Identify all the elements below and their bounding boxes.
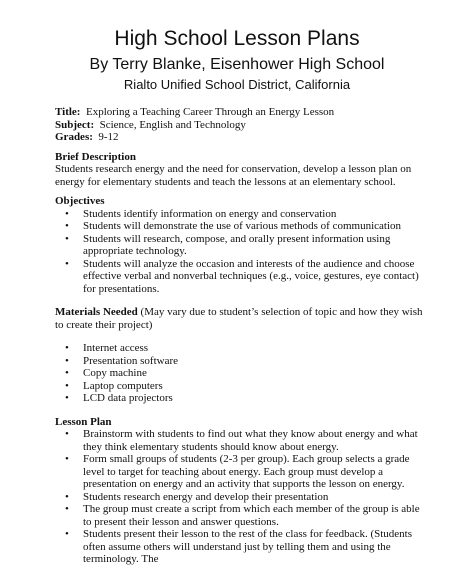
bullet-icon: • xyxy=(65,342,69,354)
list-item: • Laptop computers xyxy=(65,379,163,392)
materials-note: (May vary due to student’s selection of topic and how they wish to create their project) xyxy=(55,306,423,331)
meta-title-value: Exploring a Teaching Career Through an Energy Lesson xyxy=(85,106,335,118)
document-district: Rialto Unified School District, California xyxy=(123,77,351,92)
bullet-icon: • xyxy=(65,453,69,465)
bullet-icon: • xyxy=(65,490,69,503)
meta-grades-value: 9-12 xyxy=(98,131,119,143)
list-item: • Students will analyze the occasion and interests of the audience and choose effective verbal and nonverbal techniques (e.g., voice, gestures, eye contact) for presentations. xyxy=(65,257,419,295)
list-item: • Students research energy and develop their presentation xyxy=(65,490,329,503)
bullet-icon: • xyxy=(65,220,69,232)
bullet-icon: • xyxy=(65,207,69,220)
bullet-icon: • xyxy=(65,528,69,540)
list-item: • Students will demonstrate the use of various methods of communication xyxy=(65,220,402,232)
materials-line xyxy=(55,306,427,331)
brief-heading: Brief Description xyxy=(55,150,136,163)
list-item: • Copy machine xyxy=(65,367,147,379)
list-item: • Brainstorm with students to find out what they know about energy and what they think elementary students should know about energy. xyxy=(65,428,418,453)
bullet-icon: • xyxy=(65,354,69,367)
bullet-icon: • xyxy=(65,367,69,379)
meta-title-label: Title: xyxy=(55,106,81,118)
list-item: • Presentation software xyxy=(65,354,178,367)
list-item: • Form small groups of students (2-3 per group). Each group selects a grade level to target for teaching about energy. Each group must develop a presentation on energy and an activity that supports the lesson on energy. xyxy=(65,453,410,490)
meta-subject-value: Science, English and Technology xyxy=(99,118,246,131)
list-item: • The group must create a script from which each member of the group is able to present their lesson and answer questions. xyxy=(65,503,420,528)
bullet-icon: • xyxy=(65,232,69,245)
bullet-icon: • xyxy=(65,379,69,392)
bullet-icon: • xyxy=(65,392,69,404)
list-item: • Students will research, compose, and orally present information using appropriate technology. xyxy=(65,232,391,257)
document-body xyxy=(55,106,427,566)
meta-subject-line xyxy=(55,119,427,132)
objectives-list xyxy=(55,208,427,296)
document-author: By Terry Blanke, Eisenhower High School xyxy=(89,56,385,73)
list-item: • Internet access xyxy=(65,342,149,354)
meta-title-line xyxy=(55,106,427,119)
lesson-plan-list xyxy=(55,428,427,566)
meta-grades-line xyxy=(55,131,427,144)
bullet-icon: • xyxy=(65,503,69,515)
meta-subject-label: Subject: xyxy=(55,118,95,131)
objectives-heading: Objectives xyxy=(55,195,105,207)
lesson-plan-heading: Lesson Plan xyxy=(55,415,112,428)
materials-list xyxy=(55,342,427,405)
materials-heading: Materials Needed xyxy=(55,306,138,318)
bullet-icon: • xyxy=(65,428,69,440)
list-item: • Students present their lesson to the rest of the class for feedback. (Students often assume others will understand just by telling them and using the terminology. The xyxy=(65,528,413,565)
list-item: • Students identify information on energy and conservation xyxy=(65,207,337,220)
document-title: High School Lesson Plans xyxy=(114,27,360,50)
bullet-icon: • xyxy=(65,257,69,270)
list-item: • LCD data projectors xyxy=(65,392,173,404)
brief-text: Students research energy and the need for conservation, develop a lesson plan on energy for elementary students and teach the lessons at an elementary school. xyxy=(55,163,412,188)
meta-grades-label: Grades: xyxy=(55,131,93,143)
